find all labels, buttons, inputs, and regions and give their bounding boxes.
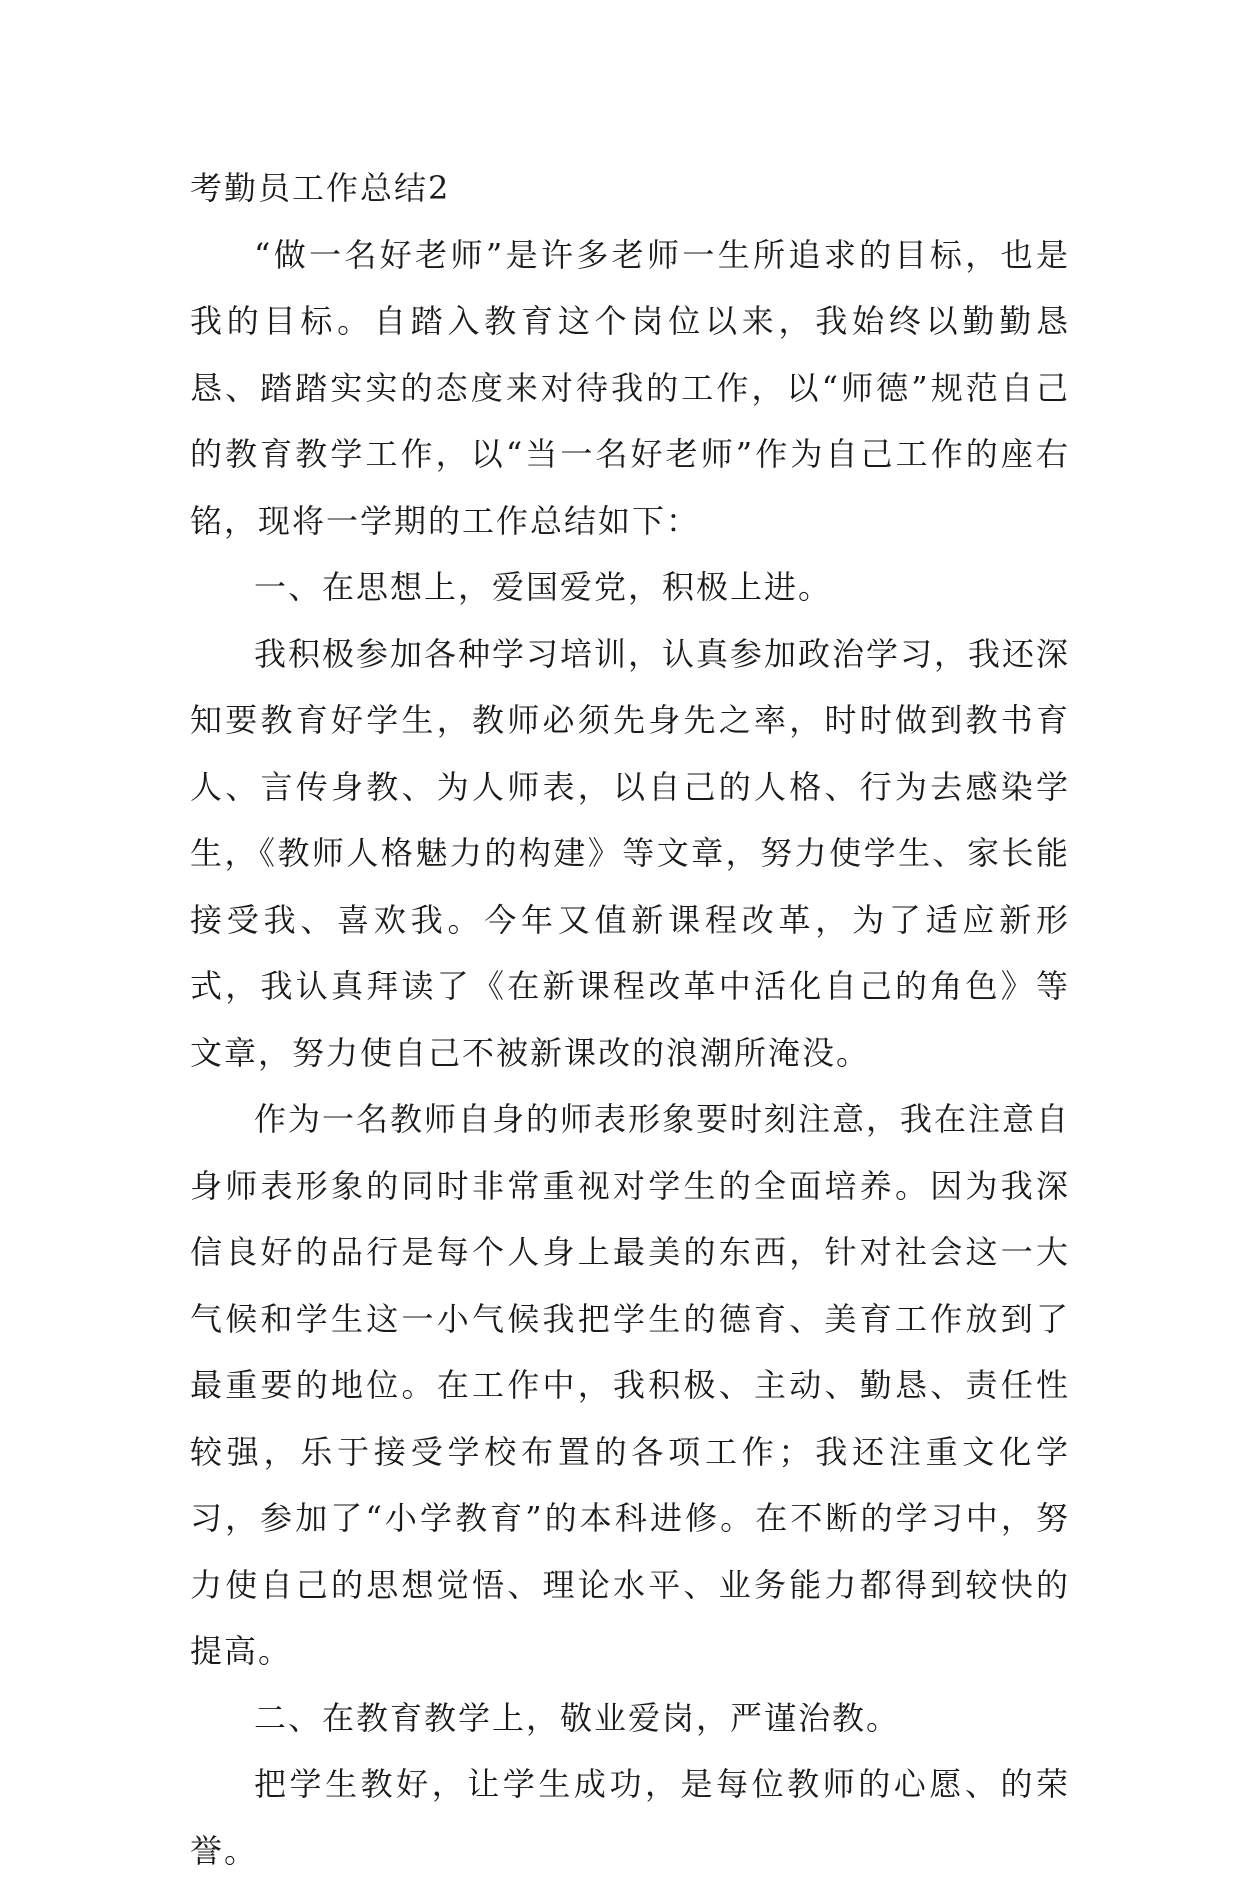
paragraph-study: 我积极参加各种学习培训，认真参加政治学习，我还深知要教育好学生，教师必须先身先之率，时时做到教书育人、言传身教、为人师表，以自己的人格、行为去感染学生，《教师人格魅力的构建》等文章，努力使学生、家长能接受我、喜欢我。今年又值新课程改革，为了适应新形式，我认真拜读了《在新课程改革中活化自己的角色》等文章，努力使自己不被新课改的浪潮所淹没。 — [190, 634, 1071, 1072]
paragraph-teaching: 把学生教好，让学生成功，是每位教师的心愿、的荣誉。 — [190, 1765, 1070, 1870]
document-body — [190, 155, 1070, 1884]
paragraph-intro: “做一名好老师”是许多老师一生所追求的目标，也是我的目标。自踏入教育这个岗位以来，我始终以勤勤恳恳、踏踏实实的态度来对待我的工作，以“师德”规范自己的教育教学工作，以“当一名好老师”作为自己工作的座右铭，现将一学期的工作总结如下： — [190, 235, 1070, 540]
document-title: 考勤员工作总结2 — [190, 169, 451, 207]
section-heading-teaching: 二、在教育教学上，敬业爱岗，严谨治教。 — [254, 1698, 901, 1737]
paragraph-image: 作为一名教师自身的师表形象要时刻注意，我在注意自身师表形象的同时非常重视对学生的全面培养。因为我深信良好的品行是每个人身上最美的东西，针对社会这一大气候和学生这一小气候我把学生的德育、美育工作放到了最重要的地位。在工作中，我积极、主动、勤恳、责任性较强，乐于接受学校布置的各项工作；我还注重文化学习，参加了“小学教育”的本科进修。在不断的学习中，努力使自己的思想觉悟、理论水平、业务能力都得到较快的提高。 — [190, 1100, 1071, 1670]
section-heading-ideology: 一、在思想上，爱国爱党，积极上进。 — [254, 568, 833, 606]
